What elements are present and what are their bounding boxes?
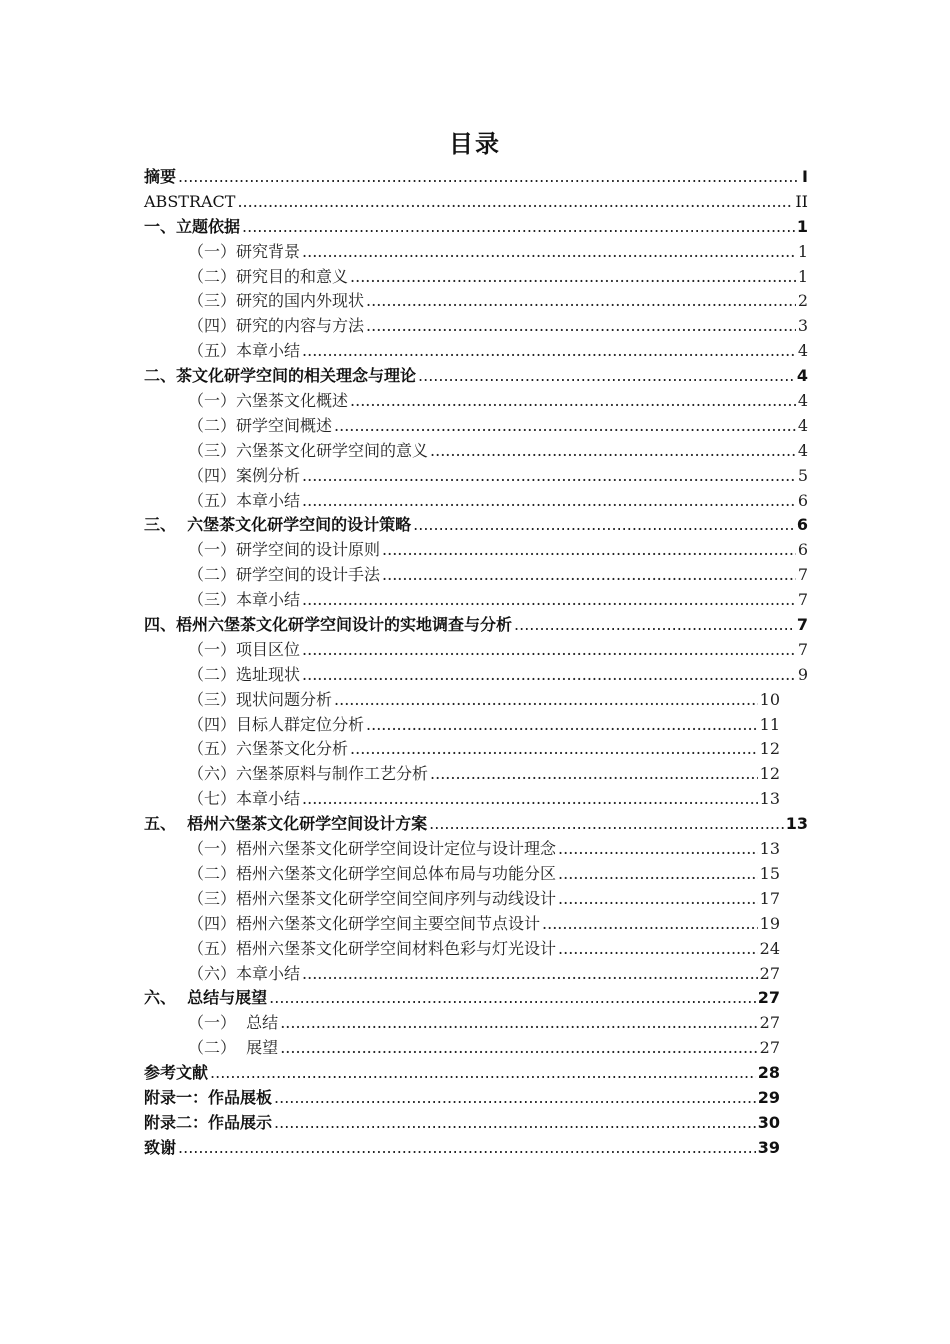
toc-entry-page: 12	[759, 764, 780, 784]
toc-entry-label: 参考文献	[144, 1063, 209, 1083]
toc-entry-label: （三）现状问题分析	[188, 689, 333, 709]
toc-entry-references[interactable]	[144, 1061, 780, 1086]
toc-entry-page: 30	[757, 1112, 780, 1132]
dot-leader	[366, 314, 796, 339]
dot-leader	[210, 1061, 756, 1086]
toc-entry-section[interactable]	[144, 538, 808, 563]
dot-leader	[269, 986, 756, 1011]
toc-entry-section[interactable]	[144, 638, 808, 663]
toc-entry-label: 致谢	[144, 1137, 177, 1157]
dot-leader	[558, 862, 758, 887]
toc-entry-page: 27	[759, 1013, 780, 1033]
toc-entry-page: 7	[797, 639, 808, 659]
toc-entry-section[interactable]	[144, 912, 780, 937]
toc-entry-chapter-1[interactable]	[144, 215, 808, 240]
toc-entry-section[interactable]	[144, 663, 808, 688]
toc-entry-chapter-2[interactable]	[144, 364, 808, 389]
toc-entry-page: 15	[759, 863, 780, 883]
toc-entry-abstract-cn[interactable]	[144, 165, 808, 190]
toc-entry-page: 29	[757, 1087, 780, 1107]
dot-leader	[558, 937, 758, 962]
toc-entry-label: （六）六堡茶原料与制作工艺分析	[188, 764, 429, 784]
toc-entry-section[interactable]	[144, 787, 780, 812]
toc-entry-label: （一）项目区位	[188, 639, 301, 659]
toc-entry-label: （三）研究的国内外现状	[188, 291, 365, 311]
toc-title: 目录	[449, 130, 501, 158]
toc-entry-page: 7	[797, 590, 808, 610]
dot-leader	[350, 389, 796, 414]
toc-entry-label: 一、立题依据	[144, 216, 241, 236]
toc-entry-section[interactable]	[144, 389, 808, 414]
toc-entry-page: 9	[797, 664, 808, 684]
toc-entry-page: 10	[759, 689, 780, 709]
dot-leader	[274, 1111, 756, 1136]
toc-entry-page: 4	[797, 415, 808, 435]
toc-entry-page: 27	[757, 988, 780, 1008]
toc-entry-page: 28	[757, 1063, 780, 1083]
toc-entry-page: 2	[797, 291, 808, 311]
toc-entry-page: 1	[797, 266, 808, 286]
dot-leader	[302, 962, 758, 987]
toc-entry-label: （三）梧州六堡茶文化研学空间空间序列与动线设计	[188, 888, 557, 908]
toc-entry-label: （一）研学空间的设计原则	[188, 540, 381, 560]
toc-entry-page: 27	[759, 1038, 780, 1058]
toc-entry-acknowledgements[interactable]	[144, 1136, 780, 1161]
toc-entry-page: I	[802, 167, 808, 186]
toc-entry-page: 3	[797, 316, 808, 336]
toc-entry-section[interactable]	[144, 762, 780, 787]
dot-leader	[302, 787, 758, 812]
toc-entry-section[interactable]	[144, 837, 780, 862]
toc-entry-section[interactable]	[144, 314, 808, 339]
dot-leader	[302, 339, 796, 364]
toc-entry-label: （一）六堡茶文化概述	[188, 391, 349, 411]
dot-leader	[366, 289, 796, 314]
toc-entry-label: （二）研学空间概述	[188, 415, 333, 435]
toc-entry-page: 17	[759, 888, 780, 908]
toc-entry-label: 六、 总结与展望	[144, 988, 268, 1008]
toc-entry-page: 6	[797, 490, 808, 510]
toc-entry-section[interactable]	[144, 1011, 780, 1036]
toc-entry-page: 1	[796, 216, 808, 236]
toc-entry-page: 1	[797, 241, 808, 261]
toc-entry-page: 4	[797, 440, 808, 460]
toc-entry-label: （一）梧州六堡茶文化研学空间设计定位与设计理念	[188, 839, 557, 859]
table-of-contents	[144, 165, 808, 1161]
dot-leader	[418, 364, 795, 389]
toc-entry-section[interactable]	[144, 240, 808, 265]
dot-leader	[429, 812, 784, 837]
toc-entry-page: 7	[796, 615, 808, 635]
toc-entry-label: （二）研究目的和意义	[188, 266, 349, 286]
dot-leader	[178, 165, 800, 190]
toc-entry-label: 附录一：作品展板	[144, 1087, 273, 1107]
toc-entry-page: 13	[759, 789, 780, 809]
toc-entry-page: 27	[759, 963, 780, 983]
toc-entry-chapter-5[interactable]	[144, 812, 808, 837]
toc-entry-section[interactable]	[144, 265, 808, 290]
toc-entry-label: 摘要	[144, 167, 177, 186]
toc-entry-page: 4	[796, 366, 808, 386]
dot-leader	[558, 887, 758, 912]
toc-entry-label: 三、 六堡茶文化研学空间的设计策略	[144, 515, 412, 535]
toc-entry-label: （四）梧州六堡茶文化研学空间主要空间节点设计	[188, 913, 541, 933]
toc-entry-label: ABSTRACT	[144, 191, 236, 211]
toc-entry-label: （一） 总结	[188, 1013, 279, 1033]
dot-leader	[350, 265, 796, 290]
toc-entry-page: 19	[759, 913, 780, 933]
toc-entry-label: （五）梧州六堡茶文化研学空间材料色彩与灯光设计	[188, 938, 557, 958]
toc-entry-chapter-4[interactable]	[144, 613, 808, 638]
toc-entry-label: 二、茶文化研学空间的相关理念与理论	[144, 366, 417, 386]
dot-leader	[382, 563, 796, 588]
dot-leader	[514, 613, 795, 638]
toc-entry-page: 39	[757, 1137, 780, 1157]
dot-leader	[302, 489, 796, 514]
dot-leader	[237, 190, 793, 215]
toc-entry-page: 13	[785, 814, 808, 834]
toc-entry-label: （二）选址现状	[188, 664, 301, 684]
toc-entry-label: （四）目标人群定位分析	[188, 714, 365, 734]
dot-leader	[280, 1036, 757, 1061]
toc-entry-label: （六）本章小结	[188, 963, 301, 983]
dot-leader	[382, 538, 796, 563]
dot-leader	[334, 414, 796, 439]
toc-entry-section[interactable]	[144, 588, 808, 613]
dot-leader	[413, 513, 795, 538]
toc-entry-chapter-6[interactable]	[144, 986, 780, 1011]
toc-entry-section[interactable]	[144, 937, 780, 962]
toc-entry-section[interactable]	[144, 289, 808, 314]
toc-entry-section[interactable]	[144, 339, 808, 364]
toc-entry-label: （七）本章小结	[188, 789, 301, 809]
toc-entry-section[interactable]	[144, 962, 780, 987]
toc-entry-section[interactable]	[144, 862, 780, 887]
dot-leader	[558, 837, 758, 862]
toc-entry-label: 五、 梧州六堡茶文化研学空间设计方案	[144, 814, 428, 834]
toc-entry-page: 12	[759, 739, 780, 759]
toc-entry-section[interactable]	[144, 713, 780, 738]
toc-entry-page: 6	[796, 515, 808, 535]
toc-entry-page: II	[795, 191, 808, 211]
dot-leader	[302, 464, 796, 489]
toc-entry-label: （三）六堡茶文化研学空间的意义	[188, 440, 429, 460]
dot-leader	[242, 215, 795, 240]
toc-entry-label: （三）本章小结	[188, 590, 301, 610]
toc-entry-section[interactable]	[144, 737, 780, 762]
toc-entry-label: （二） 展望	[188, 1038, 279, 1058]
toc-entry-abstract-en[interactable]	[144, 190, 808, 215]
toc-entry-page: 13	[759, 839, 780, 859]
dot-leader	[366, 713, 758, 738]
toc-entry-page: 6	[797, 540, 808, 560]
dot-leader	[430, 762, 758, 787]
toc-entry-label: （二）梧州六堡茶文化研学空间总体布局与功能分区	[188, 863, 557, 883]
toc-entry-section[interactable]	[144, 563, 808, 588]
dot-leader	[302, 588, 796, 613]
toc-entry-section[interactable]	[144, 887, 780, 912]
toc-entry-label: （五）本章小结	[188, 490, 301, 510]
toc-entry-page: 7	[797, 565, 808, 585]
toc-entry-chapter-3[interactable]	[144, 513, 808, 538]
dot-leader	[334, 688, 758, 713]
toc-entry-appendix-1[interactable]	[144, 1086, 780, 1111]
toc-entry-label: （四）研究的内容与方法	[188, 316, 365, 336]
dot-leader	[542, 912, 758, 937]
toc-entry-section[interactable]	[144, 489, 808, 514]
dot-leader	[178, 1136, 756, 1161]
dot-leader	[302, 638, 796, 663]
dot-leader	[280, 1011, 757, 1036]
toc-entry-label: （四）案例分析	[188, 465, 301, 485]
toc-entry-label: （五）六堡茶文化分析	[188, 739, 349, 759]
toc-entry-label: （二）研学空间的设计手法	[188, 565, 381, 585]
dot-leader	[350, 737, 758, 762]
toc-entry-appendix-2[interactable]	[144, 1111, 780, 1136]
toc-entry-label: （一）研究背景	[188, 241, 301, 261]
toc-entry-page: 5	[797, 465, 808, 485]
toc-entry-page: 4	[797, 391, 808, 411]
toc-entry-label: 四、梧州六堡茶文化研学空间设计的实地调查与分析	[144, 615, 513, 635]
toc-entry-page: 4	[797, 341, 808, 361]
toc-entry-section[interactable]	[144, 688, 780, 713]
toc-entry-label: 附录二：作品展示	[144, 1112, 273, 1132]
toc-entry-label: （五）本章小结	[188, 341, 301, 361]
toc-entry-page: 24	[759, 938, 780, 958]
dot-leader	[302, 663, 796, 688]
dot-leader	[302, 240, 796, 265]
toc-entry-section[interactable]	[144, 439, 808, 464]
toc-entry-section[interactable]	[144, 464, 808, 489]
toc-entry-page: 11	[759, 714, 780, 734]
toc-entry-section[interactable]	[144, 414, 808, 439]
toc-entry-section[interactable]	[144, 1036, 780, 1061]
dot-leader	[430, 439, 796, 464]
dot-leader	[274, 1086, 756, 1111]
